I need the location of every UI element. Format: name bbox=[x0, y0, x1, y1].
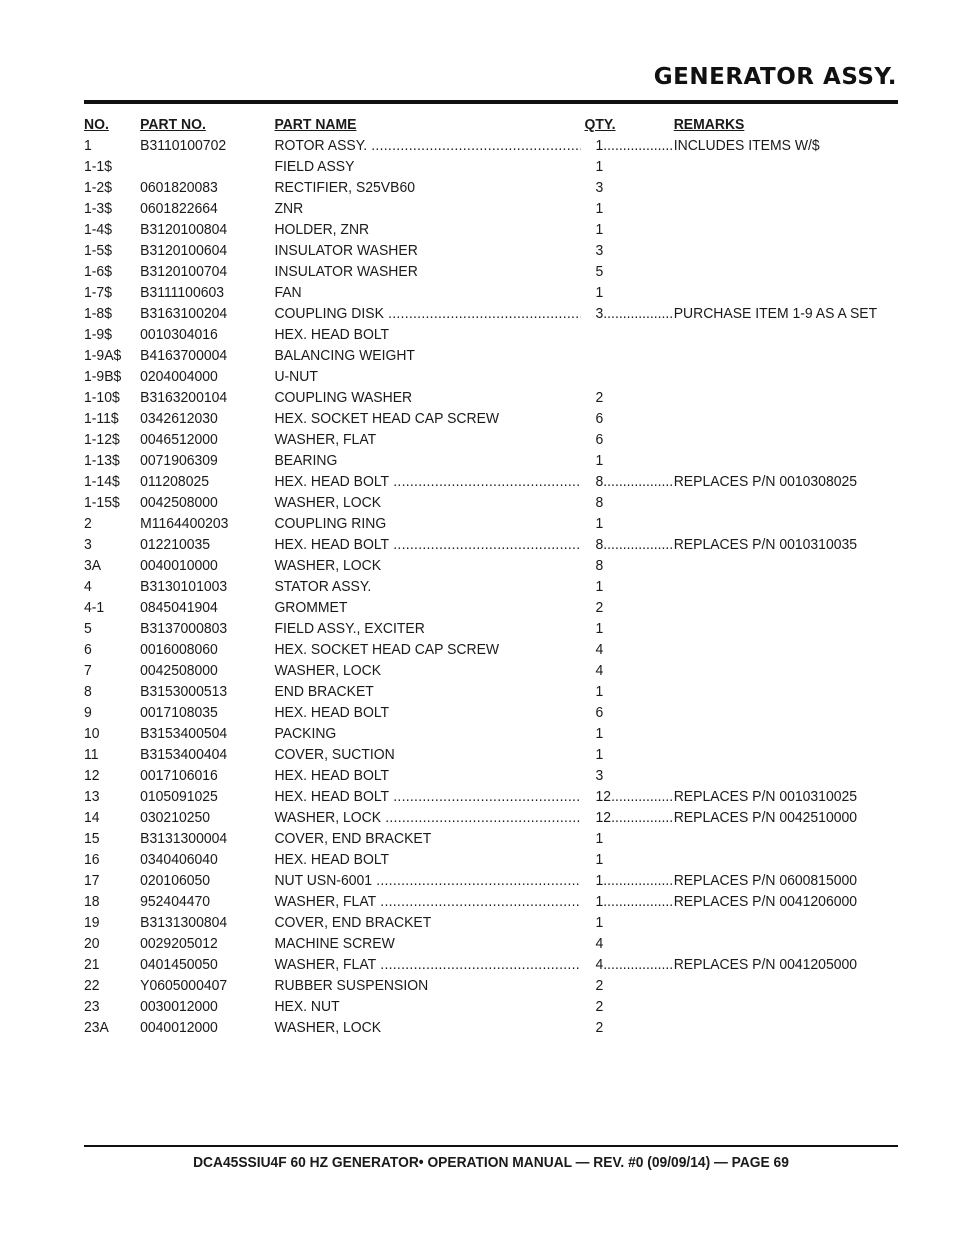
item-number: 1-3$ bbox=[84, 200, 112, 217]
quantity: 3 bbox=[595, 179, 604, 196]
part-number: 0204004000 bbox=[140, 368, 218, 385]
quantity: 4 ..... bbox=[596, 954, 674, 975]
part-number: B3131300004 bbox=[140, 830, 228, 847]
part-name: HEX. SOCKET HEAD CAP SCREW bbox=[274, 410, 500, 427]
part-number: B3120100704 bbox=[140, 263, 228, 280]
table-row bbox=[84, 282, 848, 303]
table-row bbox=[84, 429, 848, 450]
table-row bbox=[84, 198, 848, 219]
part-name: HEX. HEAD BOLT ..... bbox=[274, 534, 580, 555]
table-row bbox=[84, 912, 848, 933]
part-number: 030210250 bbox=[140, 809, 211, 826]
table-row bbox=[84, 723, 848, 744]
part-name: COUPLING DISK ..... bbox=[274, 303, 580, 324]
table-row bbox=[84, 933, 848, 954]
part-name: INSULATOR WASHER bbox=[274, 242, 418, 259]
table-row bbox=[84, 219, 848, 240]
part-number: B3153400504 bbox=[140, 725, 228, 742]
part-number: M1164400203 bbox=[140, 515, 229, 532]
item-number: 4-1 bbox=[84, 599, 105, 616]
item-number: 1-7$ bbox=[84, 284, 112, 301]
header-qty: QTY. bbox=[584, 116, 616, 133]
item-number: 17 bbox=[84, 872, 100, 889]
quantity: 1 ..... bbox=[596, 870, 674, 891]
item-number: 9 bbox=[84, 704, 92, 721]
table-row bbox=[84, 513, 848, 534]
part-number: 0042508000 bbox=[140, 662, 218, 679]
table-row bbox=[84, 387, 848, 408]
quantity: 6 bbox=[595, 704, 604, 721]
table-row bbox=[84, 303, 878, 324]
part-name: COUPLING RING bbox=[274, 515, 387, 532]
parts-table bbox=[84, 114, 878, 1038]
remarks: REPLACES P/N 0041205000 bbox=[673, 956, 858, 973]
remarks: REPLACES P/N 0010310025 bbox=[673, 788, 858, 805]
part-number: Y0605000407 bbox=[140, 977, 228, 994]
item-number: 1-9B$ bbox=[84, 368, 122, 385]
item-number: 11 bbox=[84, 746, 99, 763]
part-name: WASHER, LOCK bbox=[274, 662, 382, 679]
part-number: 0601820083 bbox=[140, 179, 218, 196]
item-number: 1-12$ bbox=[84, 431, 120, 448]
item-number: 23A bbox=[84, 1019, 109, 1036]
item-number: 21 bbox=[84, 956, 100, 973]
item-number: 3 bbox=[84, 536, 92, 553]
part-name: WASHER, LOCK bbox=[274, 557, 382, 574]
quantity: 1 bbox=[595, 830, 604, 847]
item-number: 18 bbox=[84, 893, 100, 910]
table-row bbox=[84, 471, 858, 492]
part-name: HEX. HEAD BOLT ..... bbox=[274, 471, 580, 492]
item-number: 1-13$ bbox=[84, 452, 120, 469]
quantity: 3 ..... bbox=[596, 303, 674, 324]
part-name: WASHER, FLAT ..... bbox=[274, 891, 580, 912]
remarks: REPLACES P/N 0042510000 bbox=[673, 809, 858, 826]
item-number: 16 bbox=[84, 851, 100, 868]
remarks: REPLACES P/N 0010310035 bbox=[673, 536, 858, 553]
item-number: 1 bbox=[84, 137, 92, 154]
quantity: 8 ..... bbox=[596, 471, 674, 492]
quantity: 2 bbox=[595, 389, 604, 406]
part-number: 0342612030 bbox=[140, 410, 218, 427]
table-row bbox=[84, 1017, 848, 1038]
part-number: B3163200104 bbox=[140, 389, 228, 406]
item-number: 3A bbox=[84, 557, 102, 574]
quantity: 1 bbox=[595, 221, 604, 238]
table-row bbox=[84, 240, 848, 261]
part-number: B4163700004 bbox=[140, 347, 228, 364]
quantity: 12 ..... bbox=[596, 786, 674, 807]
part-name: BALANCING WEIGHT bbox=[274, 347, 415, 364]
table-row bbox=[84, 870, 858, 891]
part-name: HEX. HEAD BOLT bbox=[274, 851, 390, 868]
table-row bbox=[84, 366, 848, 387]
part-name: FIELD ASSY., EXCITER bbox=[274, 620, 425, 637]
quantity: 3 bbox=[595, 767, 604, 784]
table-row bbox=[84, 765, 848, 786]
part-name: WASHER, FLAT ..... bbox=[274, 954, 580, 975]
quantity: 3 bbox=[595, 242, 604, 259]
table-row bbox=[84, 597, 848, 618]
quantity: 6 bbox=[595, 431, 604, 448]
item-number: 8 bbox=[84, 683, 92, 700]
header-remarks: REMARKS bbox=[673, 116, 745, 133]
table-row bbox=[84, 849, 848, 870]
part-name: HEX. SOCKET HEAD CAP SCREW bbox=[274, 641, 500, 658]
part-number: 0046512000 bbox=[140, 431, 218, 448]
quantity: 1 bbox=[595, 746, 604, 763]
part-name: FIELD ASSY bbox=[274, 158, 355, 175]
part-number: B3163100204 bbox=[140, 305, 228, 322]
item-number: 10 bbox=[84, 725, 100, 742]
part-name: FAN bbox=[274, 284, 302, 301]
table-row bbox=[84, 618, 848, 639]
part-number: B3110100702 bbox=[140, 137, 227, 154]
part-number: 0042508000 bbox=[140, 494, 218, 511]
quantity: 4 bbox=[595, 935, 604, 952]
table-row bbox=[84, 555, 848, 576]
header-part-name: PART NAME bbox=[274, 116, 357, 133]
quantity: 5 bbox=[595, 263, 604, 280]
item-number: 5 bbox=[84, 620, 92, 637]
remarks: PURCHASE ITEM 1-9 AS A SET bbox=[673, 305, 878, 322]
part-name: U-NUT bbox=[274, 368, 318, 385]
part-name: RUBBER SUSPENSION bbox=[274, 977, 429, 994]
item-number: 12 bbox=[84, 767, 100, 784]
part-number: 0030012000 bbox=[140, 998, 218, 1015]
table-row bbox=[84, 996, 848, 1017]
part-name: WASHER, LOCK bbox=[274, 1019, 382, 1036]
table-header bbox=[84, 114, 848, 135]
table-row bbox=[84, 954, 858, 975]
part-name: WASHER, LOCK ..... bbox=[274, 807, 580, 828]
part-name: RECTIFIER, S25VB60 bbox=[274, 179, 415, 196]
quantity: 1 bbox=[595, 452, 604, 469]
part-name: BEARING bbox=[274, 452, 338, 469]
part-name: HEX. HEAD BOLT bbox=[274, 326, 390, 343]
header-no: NO. bbox=[84, 116, 109, 133]
table-row bbox=[84, 135, 848, 156]
part-name: WASHER, LOCK bbox=[274, 494, 382, 511]
quantity: 1 bbox=[595, 620, 604, 637]
item-number: 1-8$ bbox=[84, 305, 112, 322]
item-number: 1-1$ bbox=[84, 158, 112, 175]
table-row bbox=[84, 177, 848, 198]
table-row bbox=[84, 156, 848, 177]
part-name: ZNR bbox=[274, 200, 304, 217]
item-number: 19 bbox=[84, 914, 100, 931]
item-number: 14 bbox=[84, 809, 100, 826]
item-number: 1-4$ bbox=[84, 221, 112, 238]
table-row bbox=[84, 786, 858, 807]
part-number: B3153400404 bbox=[140, 746, 228, 763]
item-number: 13 bbox=[84, 788, 100, 805]
table-row bbox=[84, 681, 848, 702]
item-number: 20 bbox=[84, 935, 100, 952]
table-row bbox=[84, 975, 848, 996]
table-row bbox=[84, 660, 848, 681]
part-name: HEX. HEAD BOLT ..... bbox=[274, 786, 580, 807]
item-number: 1-9A$ bbox=[84, 347, 122, 364]
table-row bbox=[84, 324, 848, 345]
item-number: 7 bbox=[84, 662, 92, 679]
part-number: 952404470 bbox=[140, 893, 211, 910]
item-number: 1-14$ bbox=[84, 473, 120, 490]
remarks: REPLACES P/N 0600815000 bbox=[673, 872, 858, 889]
part-number: B3130101003 bbox=[140, 578, 228, 595]
table-row bbox=[84, 828, 848, 849]
part-name: HEX. HEAD BOLT bbox=[274, 704, 390, 721]
table-row bbox=[84, 261, 848, 282]
table-body bbox=[84, 135, 878, 1038]
part-number: 0040012000 bbox=[140, 1019, 218, 1036]
part-number: 012210035 bbox=[140, 536, 211, 553]
item-number: 1-15$ bbox=[84, 494, 120, 511]
part-name: NUT USN-6001 ..... bbox=[274, 870, 580, 891]
quantity: 1 bbox=[595, 683, 604, 700]
part-name: GROMMET bbox=[274, 599, 348, 616]
item-number: 2 bbox=[84, 515, 92, 532]
item-number: 1-11$ bbox=[84, 410, 119, 427]
page-footer: DCA45SSIU4F 60 HZ GENERATOR• OPERATION MANUAL — REV. #0 (09/09/14) — PAGE 69 bbox=[193, 1154, 789, 1171]
part-number: 011208025 bbox=[140, 473, 210, 490]
remarks: REPLACES P/N 0041206000 bbox=[673, 893, 858, 910]
remarks: INCLUDES ITEMS W/$ bbox=[673, 137, 820, 154]
part-number: 020106050 bbox=[140, 872, 211, 889]
item-number: 1-5$ bbox=[84, 242, 112, 259]
part-name: COVER, END BRACKET bbox=[274, 830, 432, 847]
quantity: 1 ..... bbox=[596, 135, 674, 156]
part-number: 0340406040 bbox=[140, 851, 218, 868]
part-name: INSULATOR WASHER bbox=[274, 263, 418, 280]
part-number: B3137000803 bbox=[140, 620, 228, 637]
quantity: 1 ..... bbox=[596, 891, 674, 912]
quantity: 8 bbox=[595, 557, 604, 574]
quantity: 4 bbox=[595, 662, 604, 679]
part-number: 0071906309 bbox=[140, 452, 218, 469]
part-number: B3131300804 bbox=[140, 914, 228, 931]
part-name: COUPLING WASHER bbox=[274, 389, 413, 406]
part-number: 0401450050 bbox=[140, 956, 218, 973]
quantity: 2 bbox=[595, 599, 604, 616]
table-row bbox=[84, 744, 848, 765]
table-row bbox=[84, 702, 848, 723]
item-number: 4 bbox=[84, 578, 92, 595]
quantity: 1 bbox=[595, 914, 604, 931]
table-row bbox=[84, 891, 858, 912]
item-number: 23 bbox=[84, 998, 100, 1015]
part-name: MACHINE SCREW bbox=[274, 935, 395, 952]
table-row bbox=[84, 450, 848, 471]
item-number: 1-9$ bbox=[84, 326, 112, 343]
item-number: 1-10$ bbox=[84, 389, 120, 406]
part-number: 0029205012 bbox=[140, 935, 218, 952]
part-number: B3111100603 bbox=[140, 284, 225, 301]
part-number: B3153000513 bbox=[140, 683, 228, 700]
part-name: HOLDER, ZNR bbox=[274, 221, 370, 238]
part-name: HEX. NUT bbox=[274, 998, 340, 1015]
table-row bbox=[84, 492, 848, 513]
page-title: GENERATOR ASSY. bbox=[653, 64, 897, 90]
quantity: 1 bbox=[595, 284, 604, 301]
part-number: 0601822664 bbox=[140, 200, 218, 217]
quantity: 1 bbox=[595, 158, 604, 175]
quantity: 1 bbox=[595, 578, 604, 595]
part-number: B3120100804 bbox=[140, 221, 228, 238]
item-number: 1-6$ bbox=[84, 263, 112, 280]
quantity: 1 bbox=[595, 200, 604, 217]
part-number: 0040010000 bbox=[140, 557, 218, 574]
part-name: PACKING bbox=[274, 725, 337, 742]
item-number: 15 bbox=[84, 830, 100, 847]
part-number: 0845041904 bbox=[140, 599, 218, 616]
item-number: 22 bbox=[84, 977, 100, 994]
part-name: COVER, END BRACKET bbox=[274, 914, 432, 931]
quantity: 1 bbox=[595, 515, 604, 532]
part-number: 0105091025 bbox=[140, 788, 218, 805]
table-row bbox=[84, 408, 848, 429]
table-row bbox=[84, 576, 848, 597]
quantity: 8 bbox=[595, 494, 604, 511]
part-name: HEX. HEAD BOLT bbox=[274, 767, 390, 784]
part-number: 0017108035 bbox=[140, 704, 218, 721]
item-number: 6 bbox=[84, 641, 92, 658]
part-name: ROTOR ASSY. ..... bbox=[274, 135, 580, 156]
part-name: STATOR ASSY. bbox=[274, 578, 372, 595]
part-number: B3120100604 bbox=[140, 242, 228, 259]
quantity: 1 bbox=[595, 851, 604, 868]
quantity: 2 bbox=[595, 977, 604, 994]
part-name: WASHER, FLAT bbox=[274, 431, 377, 448]
part-number: 0010304016 bbox=[140, 326, 218, 343]
header-part-no: PART NO. bbox=[140, 116, 206, 133]
quantity: 6 bbox=[595, 410, 604, 427]
table-row bbox=[84, 345, 848, 366]
part-number: 0017106016 bbox=[140, 767, 218, 784]
table-row bbox=[84, 807, 858, 828]
remarks: REPLACES P/N 0010308025 bbox=[673, 473, 858, 490]
part-name: COVER, SUCTION bbox=[274, 746, 395, 763]
quantity: 1 bbox=[595, 725, 604, 742]
quantity: 4 bbox=[595, 641, 604, 658]
part-name: END BRACKET bbox=[274, 683, 374, 700]
title-rule bbox=[84, 100, 898, 104]
item-number: 1-2$ bbox=[84, 179, 112, 196]
part-number: 0016008060 bbox=[140, 641, 218, 658]
footer-rule bbox=[84, 1145, 898, 1147]
table-row bbox=[84, 639, 848, 660]
quantity: 12 ..... bbox=[596, 807, 674, 828]
table-row bbox=[84, 534, 858, 555]
quantity: 2 bbox=[595, 998, 604, 1015]
quantity: 8 ..... bbox=[596, 534, 674, 555]
quantity: 2 bbox=[595, 1019, 604, 1036]
